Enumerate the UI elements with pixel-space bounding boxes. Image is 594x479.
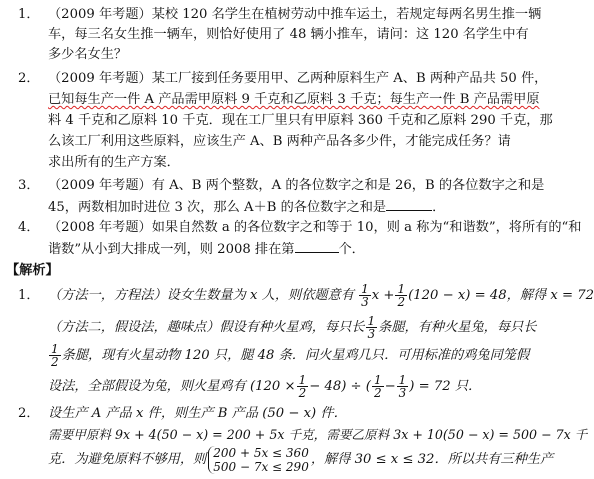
- fraction-numerator: 1: [397, 282, 406, 296]
- problem-text-end: 个．: [338, 242, 365, 257]
- solution-text-line: [48, 315, 536, 340]
- problem-text-line: 料 4 千克和乙原料 10 千克．现在工厂里只有甲原料 360 千克和乙原料 290 千克，那: [48, 113, 553, 128]
- solution-number: 2．: [18, 406, 40, 421]
- solution-number: 1．: [18, 288, 40, 303]
- solution-text: 条腿，有种火星兔，每只长: [378, 320, 537, 335]
- problem-text-line: （2009 年考题）某工厂接到任务要用甲、乙两种原料生产 A、B 两种产品共 50 件，: [48, 71, 548, 86]
- fraction-numerator: 1: [373, 373, 382, 387]
- problem-text-end: ．: [432, 200, 446, 215]
- fraction: [297, 374, 309, 399]
- problem-text: 45，两数相加时进位 3 次，那么 A＋B 的各位数字之和是: [48, 200, 387, 215]
- solution-text-line: 需要甲原料 9x + 4(50 − x) = 200 + 5x 千克，需要乙原料 3x + 10(50 − x) = 500 − 7x 千: [48, 427, 588, 442]
- problem-number: 4．: [18, 220, 40, 235]
- fraction-denominator: 3: [367, 327, 376, 341]
- problem-text-line: [48, 240, 365, 258]
- fraction-numerator: 1: [367, 314, 376, 328]
- solution-text: ，解得 30 ≤ x ≤ 32．所以共有三种生产: [310, 452, 554, 467]
- solution-text-line: [48, 373, 481, 401]
- problem-text-line: 求出所有的生产方案．: [48, 155, 180, 170]
- fraction: [372, 374, 384, 399]
- solution-text: − 48) ÷ (: [309, 379, 371, 394]
- fraction: [49, 343, 61, 368]
- inequality-system: [208, 446, 309, 474]
- problem-text: 谐数”从小到大排成一列，则 2008 排在第: [48, 242, 295, 257]
- solution-text: （方法二，假设法，趣味点）假设有种火星鸡，每只长: [48, 320, 365, 335]
- problem-text-line: 多少名女生？: [48, 47, 128, 62]
- solution-text: 设法，全部假设为兔，则火星鸡有 (120 ×: [48, 379, 296, 394]
- fraction-denominator: 2: [51, 355, 59, 369]
- fraction-numerator: 1: [361, 282, 369, 296]
- solution-text: （方法一，方程法）设女生数量为 x 人，则依题意有: [48, 288, 354, 303]
- problem-text-line: 已知每生产一件 A 产品需甲原料 9 千克和乙原料 3 千克；每生产一件 B 产品需甲原: [48, 92, 540, 107]
- solution-text: 条腿，现有火星动物 120 只，腿 48 条．问火星鸡几只．可用标准的鸡兔同笼假: [61, 348, 530, 363]
- problem-number: 2．: [18, 71, 40, 86]
- fraction-denominator: 2: [373, 386, 382, 400]
- inequality-line: 500 − 7x ≤ 290: [213, 459, 309, 474]
- fraction: [359, 283, 371, 308]
- problem-text-line: [48, 198, 445, 216]
- analysis-label: 【解析】: [6, 263, 59, 278]
- problem-number: 1．: [18, 7, 40, 22]
- problem-text-line: （2009 年考题）某校 120 名学生在植树劳动中推车运土，若规定每两名男生推一辆: [48, 7, 542, 22]
- problem-text-line: （2009 年考题）有 A、B 两个整数，A 的各位数字之和是 26，B 的各位数字之和是: [48, 178, 545, 193]
- solution-text: ) = 72 只．: [409, 379, 482, 394]
- problem-text-line: 么该工厂利用这些原料，应该生产 A、B 两种产品各多少件，才能完成任务？请: [48, 134, 511, 149]
- answer-blank[interactable]: [295, 240, 339, 253]
- solution-2-line-3: [0, 444, 554, 476]
- fraction-numerator: 1: [398, 373, 407, 387]
- solution-text-line: [48, 283, 594, 309]
- problem-text-line: 车，每三名女生推一辆车，则恰好使用了 48 辆小推车，请问：这 120 名学生中有: [48, 27, 529, 42]
- fraction: [397, 374, 409, 399]
- solution-text-line: 设生产 A 产品 x 件，则生产 B 产品 (50 − x) 件．: [48, 406, 347, 421]
- fraction-numerator: 1: [298, 373, 307, 387]
- problem-text-line: （2008 年考题）如果自然数 a 的各位数字之和等于 10，则 a 称为“和谐数”，将所有的“和: [48, 220, 582, 235]
- solution-text: 克．为避免原料不够用，则: [48, 452, 207, 467]
- solution-text: (120 − x) = 48，解得 x = 72: [408, 288, 594, 303]
- fraction: [395, 283, 407, 308]
- fraction-denominator: 3: [398, 386, 407, 400]
- problem-number: 3．: [18, 178, 40, 193]
- fraction-denominator: 3: [361, 295, 369, 309]
- fraction: [366, 315, 378, 340]
- solution-1-line-3: [0, 342, 530, 370]
- fraction-denominator: 2: [397, 295, 406, 309]
- solution-text: x +: [371, 288, 395, 303]
- solution-text-line: [48, 444, 553, 476]
- solution-text: −: [384, 379, 396, 394]
- solution-text-line: [48, 342, 529, 370]
- fraction-denominator: 2: [298, 386, 307, 400]
- fraction-numerator: 1: [51, 342, 59, 356]
- answer-blank[interactable]: [386, 198, 432, 211]
- solution-1-line-4: [0, 373, 520, 401]
- inequality-line: 200 + 5x ≤ 360: [213, 445, 309, 460]
- solution-1: [0, 282, 594, 309]
